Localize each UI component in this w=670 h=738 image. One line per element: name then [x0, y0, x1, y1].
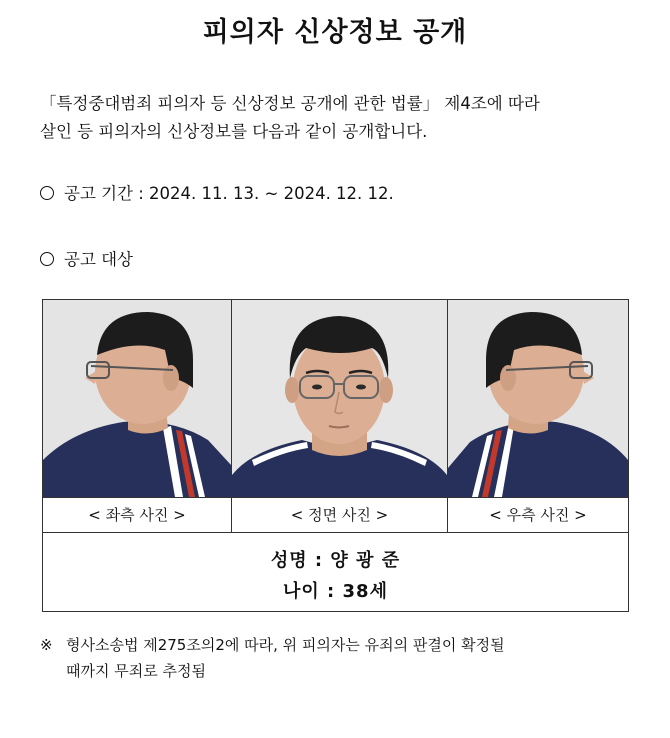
- circle-bullet-icon: [40, 186, 54, 200]
- footnote-text-1: 형사소송법 제275조의2에 따라, 위 피의자는 유죄의 판결이 확정될: [66, 636, 505, 654]
- intro-line-2: 살인 등 피의자의 신상정보를 다음과 같이 공개합니다.: [40, 122, 428, 141]
- caption-row: [43, 498, 628, 533]
- notice-period-text: 공고 기간 : 2024. 11. 13. ~ 2024. 12. 12.: [64, 184, 394, 203]
- left-profile-photo: [43, 300, 232, 497]
- suspect-name: 성명 : 양 광 준: [270, 550, 401, 571]
- circle-bullet-icon: [40, 252, 54, 266]
- suspect-age: 나이 : 38세: [283, 581, 388, 602]
- right-photo-caption: < 우측 사진 >: [489, 506, 587, 524]
- suspect-details: [43, 533, 628, 611]
- footnote-line-2: 때까지 무죄로 추정됨: [66, 662, 206, 680]
- suspect-info-table: [42, 299, 629, 612]
- notice-target-text: 공고 대상: [64, 250, 134, 269]
- front-photo-caption: < 정면 사진 >: [232, 498, 448, 532]
- reference-mark: ※: [40, 636, 53, 654]
- notice-period: [40, 180, 394, 204]
- page-title: 피의자 신상정보 공개: [202, 17, 468, 48]
- footnote-line-1: [40, 632, 640, 658]
- intro-paragraph: [40, 90, 640, 146]
- footnote: [40, 632, 640, 684]
- intro-line-1: 「특정중대범죄 피의자 등 신상정보 공개에 관한 법률」 제4조에 따라: [40, 94, 540, 113]
- notice-target: [40, 246, 133, 270]
- front-photo: [232, 300, 448, 497]
- photo-row: [43, 300, 628, 498]
- right-profile-photo: [448, 300, 628, 497]
- left-photo-caption: < 좌측 사진 >: [43, 498, 232, 532]
